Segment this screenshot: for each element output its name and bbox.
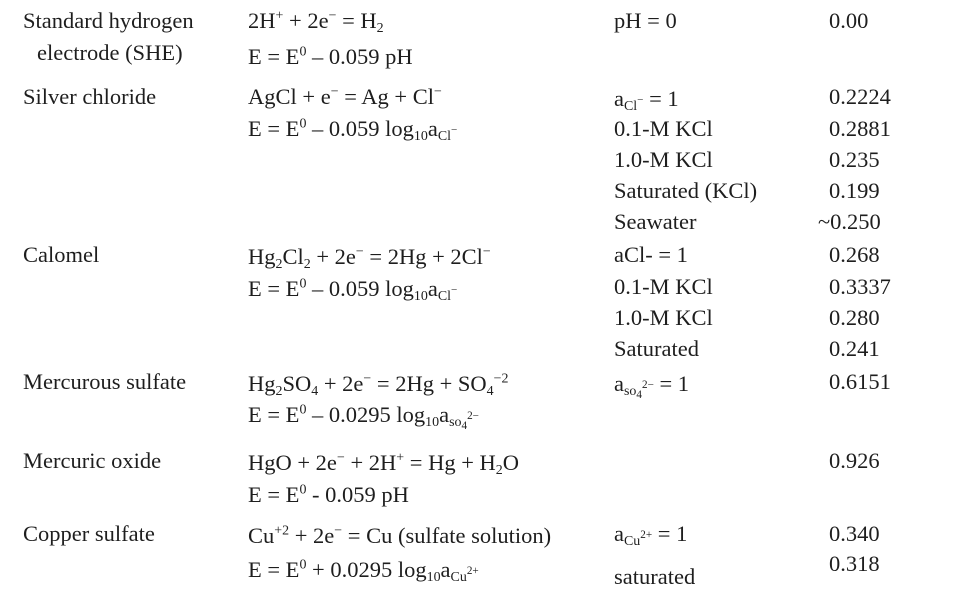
condition-calomel-0: aCl- = 1 xyxy=(614,242,688,267)
condition-agcl-3: Saturated (KCl) xyxy=(614,178,758,203)
electrode-name-she-line2: electrode (SHE) xyxy=(37,40,183,65)
reaction-mercuric-oxide: HgO + $2e^- + 2H^+ = Hg + H_2O$ xyxy=(248,450,519,478)
potential-agcl-1: 0.2881 xyxy=(829,116,891,141)
electrode-name-mercurous-sulfate: Mercurous sulfate xyxy=(23,369,187,394)
condition-calomel-1: 0.1-M KCl xyxy=(614,274,713,299)
condition-calomel-3: Saturated xyxy=(614,336,699,361)
potential-calomel-0: 0.268 xyxy=(829,242,880,267)
potential-copper-sulfate-0: 0.340 xyxy=(829,521,880,546)
equation-agcl: $E = E^0 - 0.059$ $\log_{10}aCl^-$ xyxy=(248,116,458,144)
potential-calomel-2: 0.280 xyxy=(829,305,880,330)
potential-mercurous-sulfate-0: 0.6151 xyxy=(829,369,891,394)
reaction-mercurous-sulfate: $Hg_2SO_4 + 2e^- = 2Hg + SO_4^{-2}$ xyxy=(248,371,509,399)
reaction-agcl: AgCl + e− = Ag + Cl− xyxy=(248,84,442,109)
condition-she-0: pH = 0 xyxy=(614,8,677,33)
electrode-name-she-line1: Standard hydrogen xyxy=(23,8,194,33)
condition-copper-sulfate-1: saturated xyxy=(614,564,696,589)
electrode-name-agcl: Silver chloride xyxy=(23,84,157,109)
potential-agcl-0: 0.2224 xyxy=(829,84,891,109)
potential-agcl-4: ~0.250 xyxy=(818,209,881,234)
potential-calomel-1: 0.3337 xyxy=(829,274,891,299)
reaction-calomel: $Hg_2Cl_2 + 2e^- = 2Hg + 2Cl^-$ xyxy=(248,244,491,272)
potential-agcl-2: 0.235 xyxy=(829,147,880,172)
equation-copper-sulfate: $E = E^0 + 0.0295$ $\log_{10}aCu^{2+}$ xyxy=(248,557,479,585)
potential-she-0: 0.00 xyxy=(829,8,869,33)
equation-mercurous-sulfate: $E = E^0 - 0.0295$ $\log_{10}aso_4^{2-}$ xyxy=(248,402,479,432)
condition-agcl-2: 1.0-M KCl xyxy=(614,147,713,172)
potential-agcl-3: 0.199 xyxy=(829,178,880,203)
electrode-name-copper-sulfate: Copper sulfate xyxy=(23,521,155,546)
potential-mercuric-oxide-0: 0.926 xyxy=(829,448,880,473)
electrode-name-calomel: Calomel xyxy=(23,242,100,267)
condition-calomel-2: 1.0-M KCl xyxy=(614,305,713,330)
condition-agcl-4: Seawater xyxy=(614,209,697,234)
potential-calomel-3: 0.241 xyxy=(829,336,880,361)
equation-calomel: $E = E^0 - 0.059$ $\log_{10}aCl^-$ xyxy=(248,276,458,304)
condition-agcl-1: 0.1-M KCl xyxy=(614,116,713,141)
electrode-name-mercuric-oxide: Mercuric oxide xyxy=(23,448,162,473)
condition-copper-sulfate-0: aCu$^{2+}$ = 1 xyxy=(614,521,688,549)
condition-mercurous-sulfate-0: aso$_4^{2-}$ = 1 xyxy=(614,371,690,401)
equation-mercuric-oxide: $E = E^0 - 0.059$ pH xyxy=(248,482,409,507)
equation-she: $E = E^0 - 0.059$ pH xyxy=(248,44,413,69)
reaction-copper-sulfate: $Cu^{+2} + 2e^- = Cu$ (sulfate solution) xyxy=(248,523,552,548)
reaction-she: $2H^+ + 2e^- = H_2$ xyxy=(248,8,384,36)
potential-copper-sulfate-1: 0.318 xyxy=(829,551,880,576)
condition-agcl-0: aCl− = 1 xyxy=(614,86,679,114)
